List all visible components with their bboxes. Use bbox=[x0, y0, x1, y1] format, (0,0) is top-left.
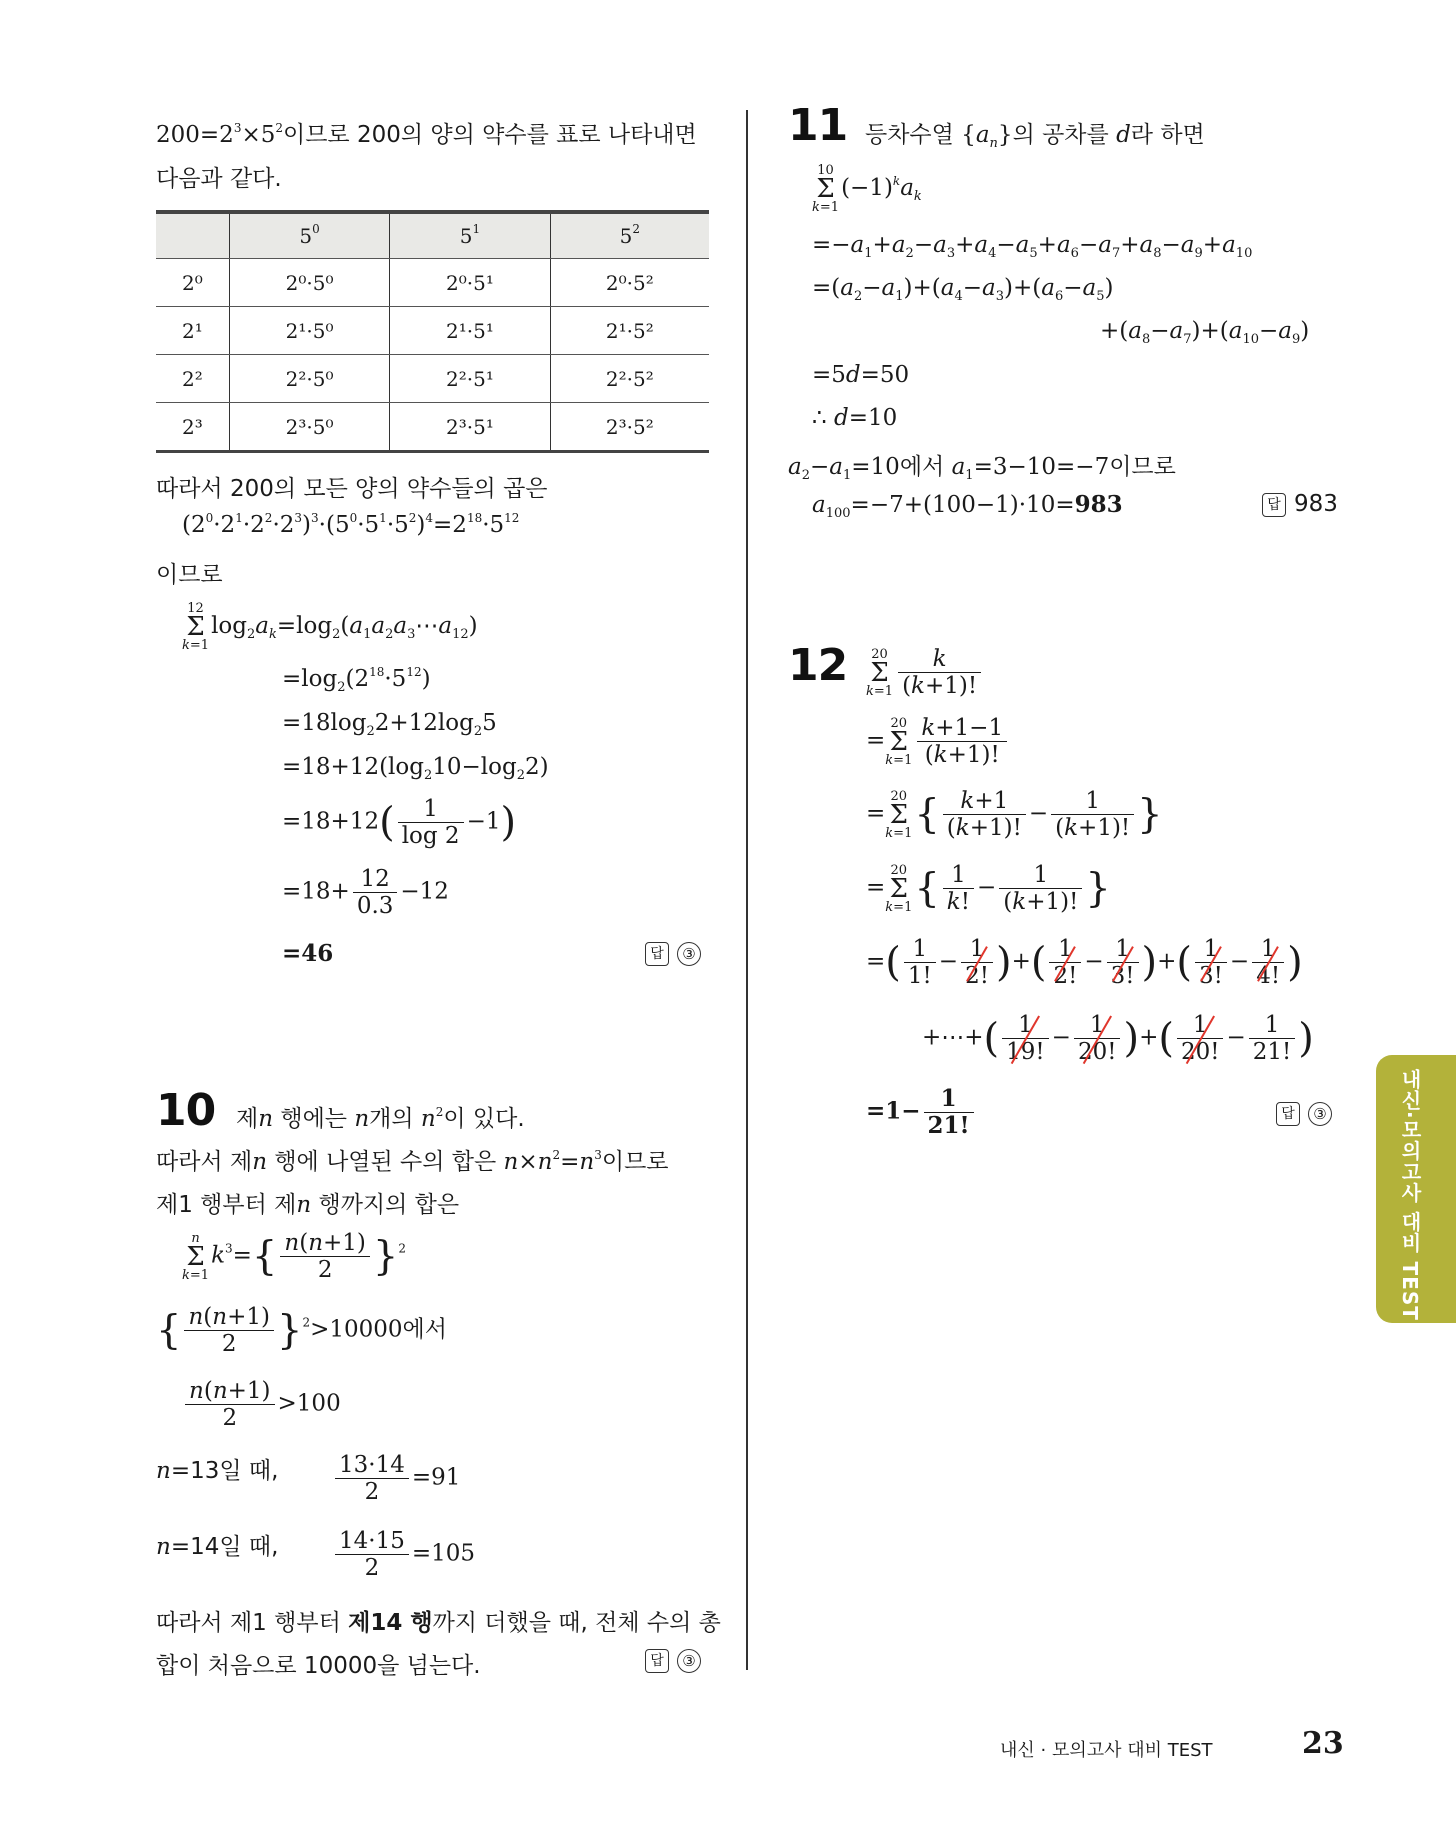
log-sum-line-3: $=18\log_22+12\log_25$ bbox=[282, 710, 497, 739]
p11-sum: 10 Σ $k=1(-1)^ka_k$ bbox=[812, 163, 922, 215]
p11-line-1: $=-a_1+a_2-a_3+a_4-a_5+a_6-a_7+a_8-a_9+a_{10}$ bbox=[812, 232, 1253, 261]
page-number: 23 bbox=[1302, 1726, 1344, 1761]
p11-line-7: $a_{100}=-7+(100-1)\cdot 10=983$ bbox=[812, 491, 1123, 521]
p10-case-13-value: $\frac{13\cdot 14}{2}$ =91 bbox=[332, 1452, 460, 1505]
answer-12: 답 ③ bbox=[1276, 1100, 1332, 1126]
p10-line-3: 제1 행부터 제n 행까지의 합은 bbox=[156, 1192, 460, 1218]
p12-result: =1− $\frac{1}{21!}$ bbox=[866, 1086, 977, 1139]
problem-11-number: 11 bbox=[788, 100, 848, 151]
p12-line-1: =20 Σ k=1 $\frac{k+1-1}{(k+1)!}$ bbox=[866, 715, 1010, 768]
p12-sum: 20 Σ k=1 $\frac{k}{(k+1)!}$ bbox=[866, 646, 984, 699]
p12-line-5: +⋯+( $\frac{1}{19!}$ − $\frac{1}{20!}$ )+( $\frac{1}{20!}$ − $\frac{1}{21!}$ ) bbox=[922, 1012, 1314, 1065]
problem-10-number: 10 bbox=[156, 1085, 216, 1136]
answer-11: 답 983 bbox=[1262, 491, 1338, 517]
problem-12-number: 12 bbox=[788, 640, 848, 691]
p12-line-4: =( $\frac{1}{1!}$ − $\frac{1}{2!}$ )+( $\frac{1}{2!}$ − $\frac{1}{3!}$ )+( $\frac{1}{3!}$ − $\frac{1}{4!}$ ) bbox=[866, 936, 1303, 989]
answer-badge-icon: 답 bbox=[645, 1649, 669, 1673]
table-row: 2¹ 2¹·5⁰ 2¹·5¹ 2¹·5² bbox=[156, 307, 709, 355]
log-sum-line-5: =18+12( $\frac{1}{\log 2}$ −1) bbox=[282, 796, 517, 849]
p11-line-6: $a_2-a_1=10$에서 $a_1=3-10=-7$이므로 bbox=[788, 454, 1176, 483]
side-section-tab: 내신·모의고사 대비 TEST bbox=[1376, 1055, 1456, 1323]
log-sum-line-4: $=18+12(\log_210-\log_22)$ bbox=[282, 754, 549, 783]
p11-line-2: $=(a_2-a_1)+(a_4-a_3)+(a_6-a_5)$ bbox=[812, 275, 1114, 304]
p10-line-1: 제n 행에는 n개의 $n^2$이 있다. bbox=[236, 1105, 525, 1132]
p10-inequality-1: { $\frac{n(n+1)}{2}$ }$^2$>10000에서 bbox=[156, 1304, 447, 1357]
table-header-row: $5^0$ $5^1$ $5^2$ bbox=[156, 212, 709, 259]
column-divider bbox=[746, 110, 748, 1670]
answer-10: 답 ③ bbox=[645, 1647, 701, 1673]
p10-conclusion-2: 합이 처음으로 10000을 넘는다. bbox=[156, 1653, 481, 1679]
answer-badge-icon: 답 bbox=[1276, 1102, 1300, 1126]
footer-section-label: 내신 · 모의고사 대비 TEST bbox=[1000, 1740, 1213, 1761]
p11-line-3: $+(a_8-a_7)+(a_{10}-a_9)$ bbox=[1100, 318, 1310, 347]
p12-line-2: =20 Σ k=1{ $\frac{k+1}{(k+1)!}$ − $\frac{1}{(k+1)!}$ } bbox=[866, 788, 1163, 841]
log-sum-line-1: 12 Σ $k=1\log_2a_k=\log_2(a_1a_2a_3\cdots a_{12})$ bbox=[182, 601, 478, 653]
intro-line-1: $200=2^3\times 5^2$이므로 200의 양의 약수를 표로 나타내면 bbox=[156, 121, 697, 148]
table-row: 2³ 2³·5⁰ 2³·5¹ 2³·5² bbox=[156, 403, 709, 452]
p11-intro: 등차수열 $\{a_n\}$의 공차를 d라 하면 bbox=[865, 122, 1205, 151]
final-value: =46 bbox=[282, 940, 334, 967]
p12-line-3: =20 Σ k=1{ $\frac{1}{k!}$ − $\frac{1}{(k+1)!}$ } bbox=[866, 862, 1111, 915]
p10-line-2: 따라서 제n 행에 나열된 수의 합은 $n\times n^2=n^3$이므로 bbox=[156, 1148, 669, 1175]
p10-case-13: n=13일 때, bbox=[156, 1458, 279, 1484]
intro-line-2: 다음과 같다. bbox=[156, 166, 282, 192]
p10-sum-formula: n Σ $k=1k^3=${ $\frac{n(n+1)}{2}$ }$^2$ bbox=[182, 1230, 406, 1283]
product-formula: $(2^0\cdot 2^1\cdot 2^2\cdot 2^3)^3\cdot(5^0\cdot 5^1\cdot 5^2)^4=2^{18}\cdot 5^{12}$ bbox=[182, 511, 520, 538]
log-sum-line-6: =18+ $\frac{12}{0.3}$ −12 bbox=[282, 866, 449, 919]
table-row: 2² 2²·5⁰ 2²·5¹ 2²·5² bbox=[156, 355, 709, 403]
p10-case-14-value: $\frac{14\cdot 15}{2}$ =105 bbox=[332, 1528, 475, 1581]
p10-inequality-2: $\frac{n(n+1)}{2}$ >100 bbox=[182, 1378, 341, 1431]
divisor-table bbox=[156, 210, 709, 453]
p11-line-4: =5d=50 bbox=[812, 362, 910, 388]
table-row: 2⁰ 2⁰·5⁰ 2⁰·5¹ 2⁰·5² bbox=[156, 259, 709, 307]
answer-9: 답 ③ bbox=[645, 940, 701, 966]
p10-case-14: n=14일 때, bbox=[156, 1534, 279, 1560]
p10-conclusion-1: 따라서 제1 행부터 제14 행까지 더했을 때, 전체 수의 총 bbox=[156, 1610, 721, 1636]
result-intro: 따라서 200의 모든 양의 약수들의 곱은 bbox=[156, 476, 548, 502]
answer-badge-icon: 답 bbox=[1262, 493, 1286, 517]
answer-badge-icon: 답 bbox=[645, 942, 669, 966]
log-sum-line-2: $=\log_2(2^{18}\cdot 5^{12})$ bbox=[282, 665, 431, 695]
p11-line-5: ∴ d=10 bbox=[812, 405, 898, 431]
imeuro-label: 이므로 bbox=[156, 562, 223, 588]
